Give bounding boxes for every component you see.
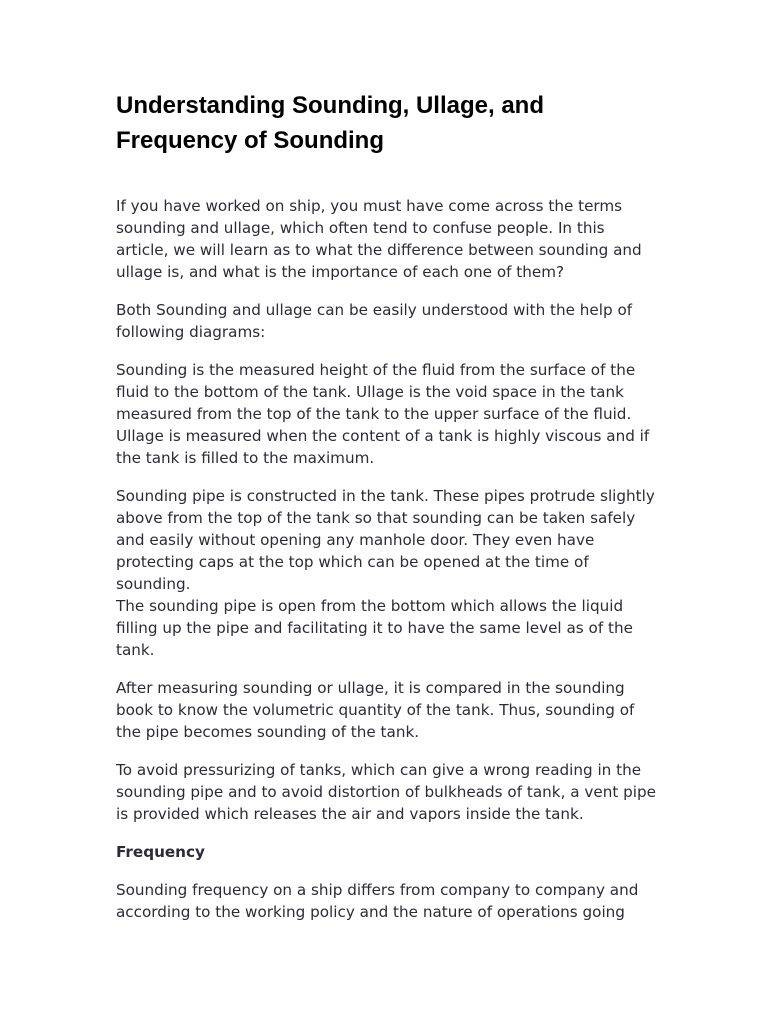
section-heading-frequency: Frequency <box>116 843 205 861</box>
frequency-paragraph: Sounding frequency on a ship differs from company to company and according to the working policy and the nature of operations going <box>116 881 639 921</box>
document-page <box>116 88 656 939</box>
diagrams-paragraph: Both Sounding and ullage can be easily understood with the help of following diagrams: <box>116 301 633 341</box>
sounding-pipe-open-paragraph: The sounding pipe is open from the bottom which allows the liquid filling up the pipe and facilitating it to have the same level as of the tank. <box>116 597 633 659</box>
intro-paragraph: If you have worked on ship, you must have come across the terms sounding and ullage, which often tend to confuse people. In this article, we will learn as to what the difference between sounding and ullage is, and what is the importance of each one of them? <box>116 197 642 281</box>
definition-paragraph: Sounding is the measured height of the fluid from the surface of the fluid to the bottom of the tank. Ullage is the void space in the tank measured from the top of the tank to the upper surface of the fluid. Ullage is measured when the content of a tank is highly viscous and if the tank is filled to the maximum. <box>116 361 650 467</box>
sounding-book-paragraph: After measuring sounding or ullage, it is compared in the sounding book to know the volumetric quantity of the tank. Thus, sounding of the pipe becomes sounding of the tank. <box>116 679 635 741</box>
sounding-pipe-paragraph: Sounding pipe is constructed in the tank. These pipes protrude slightly above from the top of the tank so that sounding can be taken safely and easily without opening any manhole door. They even have protecting caps at the top which can be opened at the time of sounding. <box>116 487 655 593</box>
document-title: Understanding Sounding, Ullage, and Frequency of Sounding <box>116 92 545 154</box>
vent-pipe-paragraph: To avoid pressurizing of tanks, which can give a wrong reading in the sounding pipe and to avoid distortion of bulkheads of tank, a vent pipe is provided which releases the air and vapors inside the tank. <box>116 761 656 823</box>
